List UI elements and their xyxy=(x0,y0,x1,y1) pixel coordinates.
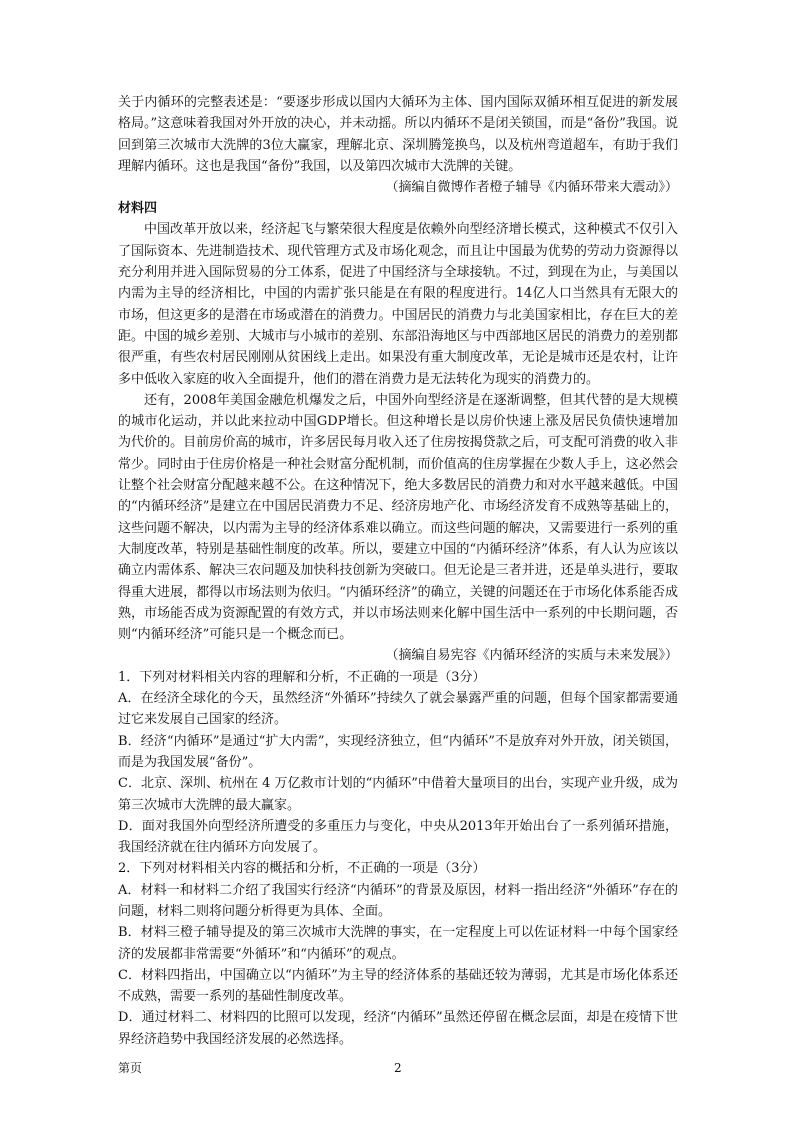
question1-option-a: A．在经济全球化的今天，虽然经济“外循环”持续久了就会暴露严重的问题，但每个国家都需要通过它来发展自己国家的经济。 xyxy=(118,691,678,728)
question1-option-b: B．经济“内循环”是通过“扩大内需”，实现经济独立，但“内循环”不是放弃对外开放，闭关锁国，而是为我国发展“备份”。 xyxy=(118,733,678,770)
question1-option-d: D．面对我国外向型经济所遭受的多重压力与变化，中央从2013年开始出台了一系列循环措施，我国经济就在往内循环方向发展了。 xyxy=(118,818,678,856)
question2-option-a: A．材料一和材料二介绍了我国实行经济“内循环”的背景及原因，材料一指出经济“外循环”存在的问题，材料二则将问题分析得更为具体、全面。 xyxy=(118,882,678,919)
material4-heading: 材料四 xyxy=(118,201,158,217)
footer-label: 第页 xyxy=(118,1061,143,1075)
article-tail-source: （摘编自微博作者橙子辅导《内循环带来大震动》） xyxy=(385,180,678,196)
question1-option-c: C．北京、深圳、杭州在 4 万亿救市计划的“内循环”中借着大量项目的出台，实现产业升级，成为第三次城市大洗牌的最大赢家。 xyxy=(118,776,678,813)
material4-source: （摘编自易宪容《内循环经济的实质与未来发展》） xyxy=(385,648,678,664)
material4-paragraph-2: 还有，2008年美国金融危机爆发之后，中国外向型经济是在逐渐调整，但其代替的是大规模的城市化运动，并以此来拉动中国GDP增长。但这种增长是以房价快速上涨及居民负债快速增加为代价的。目前房价高的城市，许多居民每月收入还了住房按揭贷款之后，可支配可消费的收入非常少。同时由于住房价格是一种社会财富分配机制，而价值高的住房掌握在少数人手上，这必然会让整个社会财富分配越来越不公。在这种情况下，绝大多数居民的消费力和对水平越来越低。中国的“内循环经济”是建立在中国居民消费力不足、经济房地产化、市场经济发育不成熟等基础上的，这些问题不解决，以内需为主导的经济体系难以确立。而这些问题的解决，又需要进行一系列的重大制度改革，特别是基础性制度的改革。所以，要建立中国的“内循环经济”体系，有人认为应该以确立内需体系、解决三农问题及加快科技创新为突破口。但无论是三者并进，还是单头进行，要取得重大进展，都得以市场法则为依归。“内循环经济”的确立，关键的问题还在于市场化体系能否成熟，市场能否成为资源配置的有效方式，并以市场法则来化解中国生活中一系列的中长期问题，否则“内循环经济”可能只是一个概念而已。 xyxy=(118,392,678,643)
article-tail-paragraph: 关于内循环的完整表述是：“要逐步形成以国内大循环为主体、国内国际双循环相互促进的新发展格局。”这意味着我国对外开放的决心，并未动摇。所以内循环不是闭关锁国，而是“备份”我国。说回到第三次城市大洗牌的3位大赢家，理解北京、深圳腾笼换鸟，以及杭州弯道超车，有助于我们理解内循环。这也是我国“备份”我国，以及第四次城市大洗牌的关键。 xyxy=(118,95,678,174)
question2-option-d: D．通过材料二、材料四的比照可以发现，经济“内循环”虽然还停留在概念层面，却是在疫情下世界经济趋势中我国经济发展的必然选择。 xyxy=(118,1010,678,1047)
question2-stem: 2．下列对材料相关内容的概括和分析，不正确的一项是（3分） xyxy=(118,861,486,877)
page-number: 2 xyxy=(394,1061,402,1075)
page-content xyxy=(118,92,678,1050)
material4-paragraph-1: 中国改革开放以来，经济起飞与繁荣很大程度是依赖外向型经济增长模式，这种模式不仅引入了国际资本、先进制造技术、现代管理方式及市场化观念，而且让中国最为优势的劳动力资源得以充分利用并进入国际贸易的分工体系，促进了中国经济与全球接轨。不过，到现在为止，与美国以内需为主导的经济相比，中国的内需扩张只能是在有限的程度进行。14亿人口当然具有无限大的市场，但这更多的是潜在市场或潜在的消费力。中国居民的消费力与北美国家相比，存在巨大的差距。中国的城乡差别、大城市与小城市的差别、东部沿海地区与中西部地区居民的消费力的差别都很严重，有些农村居民刚刚从贫困线上走出。如果没有重大制度改革，无论是城市还是农村，让许多中低收入家庭的收入全面提升，他们的潜在消费力是无法转化为现实的消费力的。 xyxy=(118,222,678,387)
question2-option-b: B．材料三橙子辅导提及的第三次城市大洗牌的事实，在一定程度上可以佐证材料一中每个国家经济的发展都非常需要“外循环”和“内循环”的观点。 xyxy=(118,925,678,962)
question1-stem: 1．下列对材料相关内容的理解和分析，不正确的一项是（3分） xyxy=(118,669,486,685)
question2-option-c: C．材料四指出，中国确立以“内循环”为主导的经济体系的基础还较为薄弱，尤其是市场化体系还不成熟，需要一系列的基础性制度改革。 xyxy=(118,967,678,1005)
